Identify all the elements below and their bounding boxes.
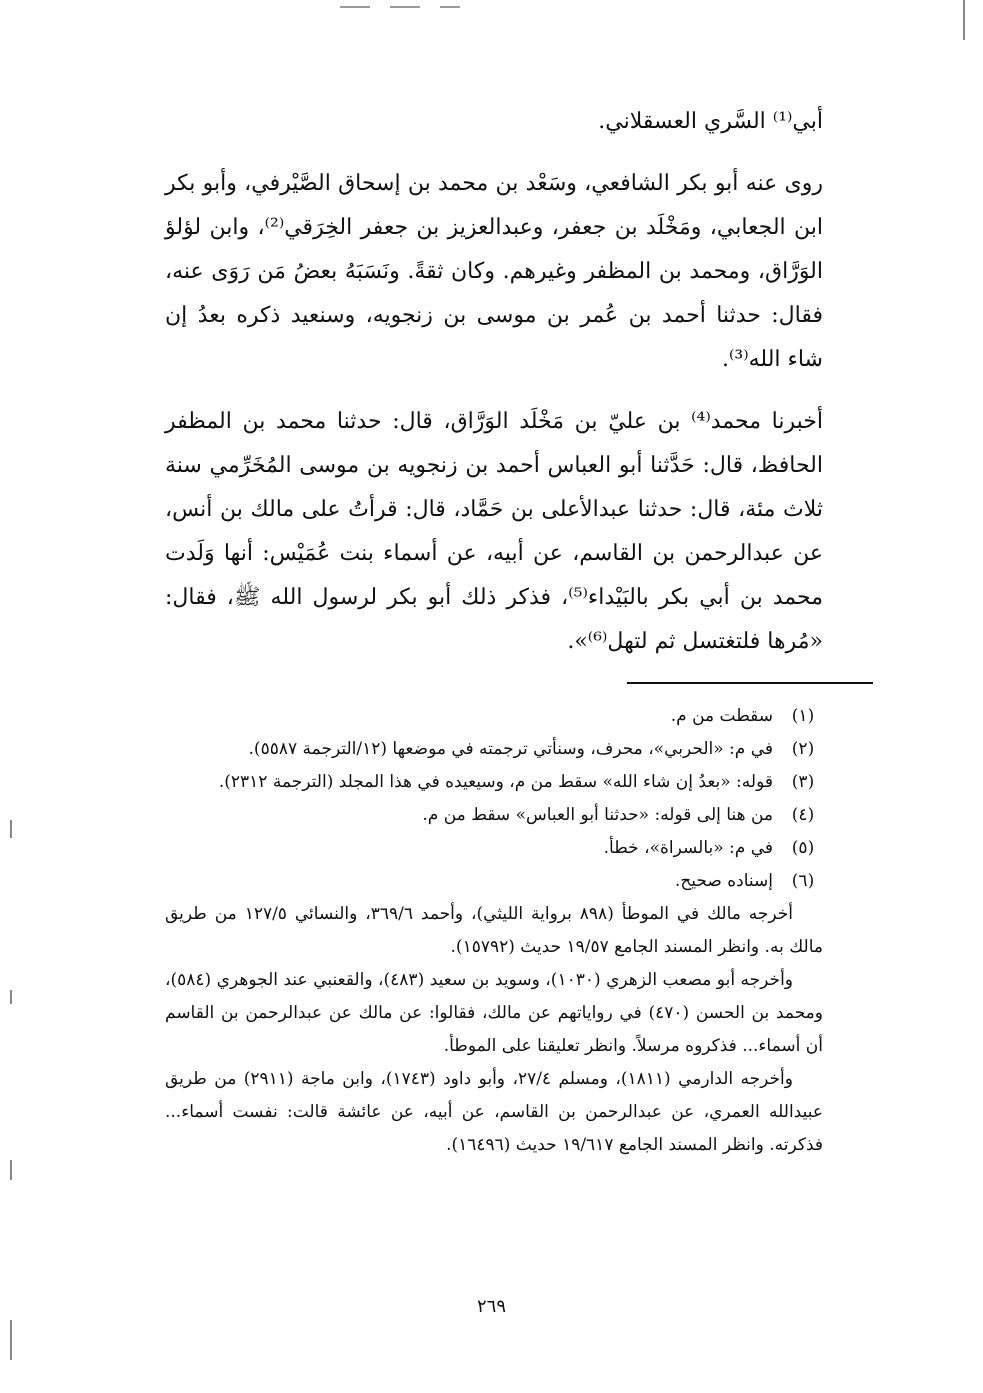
- edge-mark: [10, 990, 12, 1004]
- footnote-number: (٢): [791, 739, 815, 759]
- main-paragraph: أبي⁽¹⁾ السَّري العسقلاني.: [598, 109, 823, 134]
- top-scan-line: [390, 6, 420, 8]
- footnote-commentary: وأخرجه الدارمي (١٨١١)، ومسلم ٢٧/٤، وأبو داود (١٧٤٣)، وابن ماجة (٢٩١١) من طريق عبيدالله العمري، عن عبدالرحمن بن القاسم، عن أبيه، عن عائشة قالت: نفست أسماء... فذكرته. وانظر المسند الجامع ١٩/٦١٧ حديث (١٦٤٩٦).: [165, 1069, 823, 1155]
- footnote-number: (٣): [791, 772, 815, 792]
- footnote-text: من هنا إلى قوله: «حدثنا أبو العباس» سقط من م.: [422, 805, 773, 825]
- footnote-number: (٤): [791, 805, 815, 825]
- footnote-number: (١): [791, 706, 815, 726]
- edge-mark: [10, 1320, 12, 1360]
- footnote-text: إسناده صحيح.: [674, 871, 773, 891]
- footnote: [165, 700, 823, 733]
- edge-mark: [10, 820, 12, 838]
- footnote-text: في م: «بالسراة»، خطأ.: [603, 838, 773, 858]
- footnote-separator: [627, 682, 873, 684]
- footnote: [165, 799, 823, 832]
- top-scan-line: [340, 6, 370, 8]
- footnote-text: سقطت من م.: [670, 706, 773, 726]
- footnote-commentary: وأخرجه أبو مصعب الزهري (١٠٣٠)، وسويد بن سعيد (٤٨٣)، والقعنبي عند الجوهري (٥٨٤)، ومحمد بن الحسن (٤٧٠) في رواياتهم عن مالك، فقالوا: عن مالك عن عبدالرحمن بن القاسم أن أسماء... فذكروه مرسلاً. وانظر تعليقنا على الموطأ.: [165, 970, 823, 1056]
- footnote-text: في م: «الحربي»، محرف، وسنأتي ترجمته في موضعها (١٢/الترجمة ٥٥٨٧).: [248, 739, 773, 759]
- footnote: [165, 733, 823, 766]
- footnote-number: (٦): [791, 871, 815, 891]
- footnote-number: (٥): [791, 838, 815, 858]
- footnote: [165, 766, 823, 799]
- page-number: ٢٦٩: [476, 1296, 506, 1317]
- footnote: [165, 832, 823, 865]
- footnotes: [165, 700, 823, 1162]
- main-text: [165, 100, 823, 664]
- footnote: [165, 865, 823, 898]
- edge-mark: [963, 0, 965, 40]
- footnote-text: قوله: «بعدُ إن شاء الله» سقط من م، وسيعيده في هذا المجلد (الترجمة ٢٣١٢).: [218, 772, 773, 792]
- main-paragraph: روى عنه أبو بكر الشافعي، وسَعْد بن محمد بن إسحاق الصَّيْرفي، وأبو بكر ابن الجعابي، ومَخْلَد بن جعفر، وعبدالعزيز بن جعفر الخِرَقي⁽²⁾، وابن لؤلؤ الوَرَّاق، ومحمد بن المظفر وغيرهم. وكان ثقةً. ونَسَبَهُ بعضُ مَن رَوَى عنه، فقال: حدثنا أحمد بن عُمر بن موسى بن زنجويه، وسنعيد ذكره بعدُ إن شاء الله⁽³⁾.: [165, 171, 824, 372]
- main-paragraph: أخبرنا محمد⁽⁴⁾ بن عليّ بن مَخْلَد الوَرَّاق، قال: حدثنا محمد بن المظفر الحافظ، قال: حَدَّثنا أبو العباس أحمد بن زنجويه بن موسى المُخَرِّمي سنة ثلاث مئة، قال: حدثنا عبدالأعلى بن حَمَّاد، قال: قرأتُ على مالك بن أنس، عن عبدالرحمن بن القاسم، عن أبيه، عن أسماء بنت عُمَيْس: أنها وَلَدت محمد بن أبي بكر بالبَيْداء⁽⁵⁾، فذكر ذلك أبو بكر لرسول الله ﷺ، فقال: «مُرها فلتغتسل ثم لتهل⁽⁶⁾».: [165, 409, 823, 654]
- top-scan-line: [440, 6, 460, 8]
- footnote-commentary: أخرجه مالك في الموطأ (٨٩٨ برواية الليثي)، وأحمد ٣٦٩/٦، والنسائي ١٢٧/٥ من طريق مالك به. وانظر المسند الجامع ١٩/٥٧ حديث (١٥٧٩٢).: [165, 904, 823, 957]
- edge-mark: [10, 1160, 12, 1180]
